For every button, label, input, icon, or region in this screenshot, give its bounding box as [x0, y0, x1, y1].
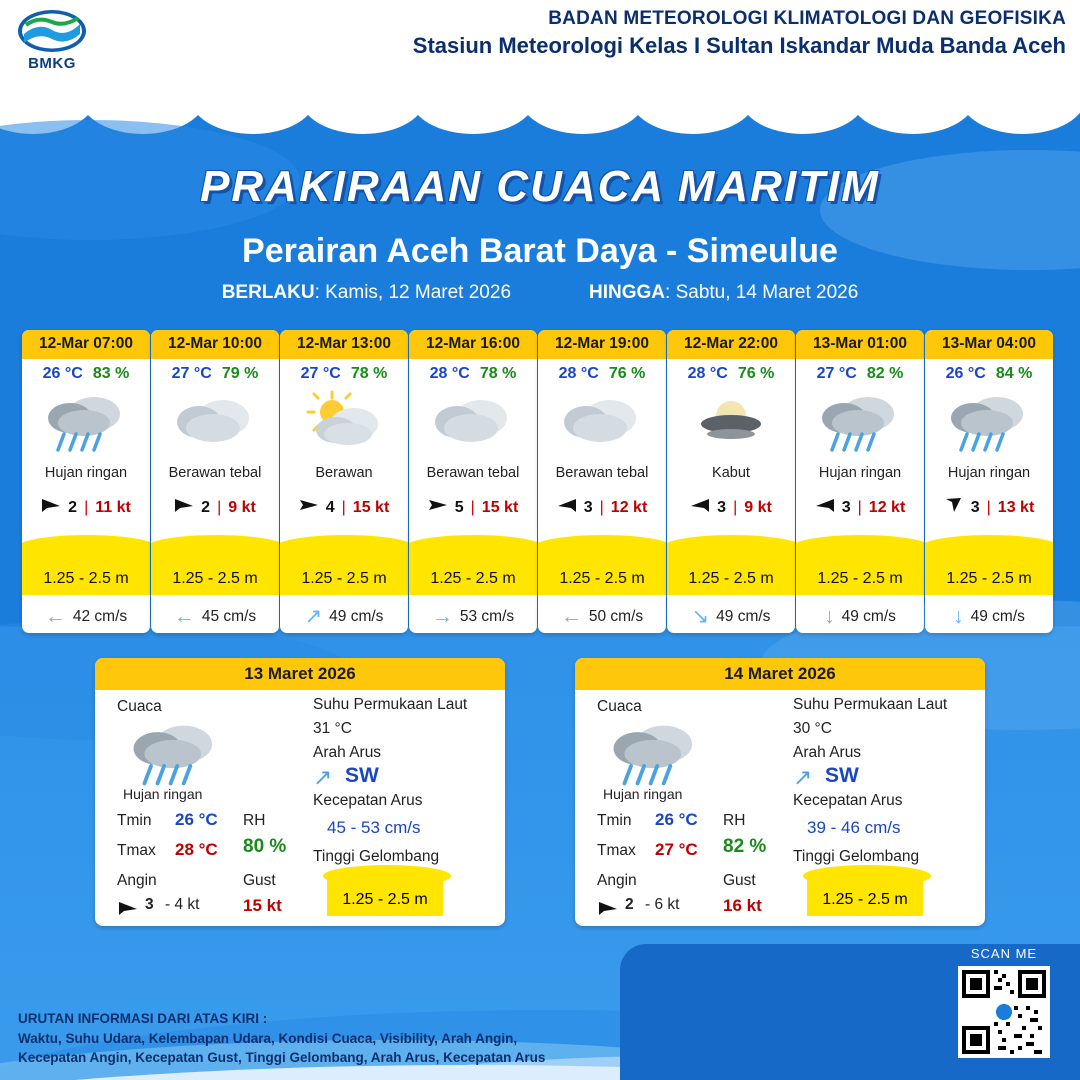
forecast-card[interactable]: [151, 330, 279, 633]
wind-arrow-sw-icon: [944, 497, 964, 518]
tinggi-gelombang-label: Tinggi Gelombang: [313, 848, 440, 865]
tmax-value: 28 °C: [175, 840, 218, 859]
tinggi-gelombang-value: 1.25 - 2.5 m: [822, 891, 908, 908]
wave-height: 1.25 - 2.5 m: [172, 570, 258, 587]
rain-icon: [796, 387, 924, 459]
air-temperature: 28 °C: [558, 365, 599, 382]
cloud-icon: [538, 387, 666, 459]
angin-deg: 3: [145, 896, 154, 913]
arrow-left-icon: ←: [560, 605, 582, 628]
humidity: 84 %: [995, 365, 1033, 382]
legend-note: [18, 1009, 545, 1068]
weather-description: Berawan tebal: [168, 465, 262, 481]
valid-from-label: BERLAKU: [221, 282, 315, 303]
daily-date: 14 Maret 2026: [575, 658, 985, 690]
arah-arus-value: SW: [345, 764, 379, 787]
sst-label: Suhu Permukaan Laut: [313, 696, 468, 713]
forecast-time: 12-Mar 13:00: [280, 330, 408, 359]
wind-direction-value: 2: [201, 498, 211, 516]
wind-speed: 12 kt: [868, 498, 906, 516]
wave-height: 1.25 - 2.5 m: [430, 570, 516, 587]
forecast-time: 12-Mar 22:00: [667, 330, 795, 359]
weather-description: Berawan tebal: [426, 465, 520, 481]
forecast-time: 12-Mar 10:00: [151, 330, 279, 359]
wave-height: 1.25 - 2.5 m: [688, 570, 774, 587]
weather-description: Berawan: [315, 465, 373, 481]
wind-speed: 12 kt: [610, 498, 648, 516]
wind-direction-value: 4: [325, 498, 335, 516]
legend-line-3: Kecepatan Angin, Kecepatan Gust, Tinggi Gelombang, Arah Arus, Kecepatan Arus: [18, 1050, 546, 1066]
daily-forecast-row: [0, 658, 1080, 926]
wind-separator: |: [84, 498, 89, 516]
forecast-card[interactable]: [538, 330, 666, 633]
forecast-card[interactable]: [280, 330, 408, 633]
cuaca-label: Cuaca: [117, 698, 162, 715]
sst-value: 31 °C: [313, 720, 352, 737]
humidity: 78 %: [350, 365, 388, 382]
wind-speed: 9 kt: [228, 498, 256, 516]
wind-direction-value: 3: [970, 498, 980, 516]
forecast-time: 12-Mar 16:00: [409, 330, 537, 359]
wave-band: [925, 537, 1053, 595]
daily-card[interactable]: [95, 658, 505, 926]
tmin-value: 26 °C: [655, 810, 698, 829]
valid-to-value: : Sabtu, 14 Maret 2026: [665, 282, 859, 303]
arrow-down-right-icon: ↘: [691, 605, 710, 628]
weather-description: Hujan ringan: [818, 465, 902, 481]
current-speed: 45 cm/s: [201, 607, 257, 625]
wind-separator: |: [341, 498, 346, 516]
arrow-down-icon: ↓: [824, 605, 835, 628]
forecast-card[interactable]: [409, 330, 537, 633]
tmax-label: Tmax: [597, 842, 636, 859]
wind-arrow-e-icon: [299, 497, 319, 518]
current-speed: 49 cm/s: [329, 607, 384, 625]
angin-label: Angin: [597, 872, 637, 889]
wind-direction-value: 3: [717, 498, 727, 516]
air-temperature: 27 °C: [171, 365, 212, 382]
rain-icon: [129, 718, 221, 795]
forecast-card[interactable]: [925, 330, 1053, 633]
sun-cloud-icon: [280, 387, 408, 459]
kecepatan-arus-label: Kecepatan Arus: [793, 792, 903, 809]
kecepatan-arus-value: 39 - 46 cm/s: [807, 818, 901, 837]
tinggi-gelombang-value: 1.25 - 2.5 m: [342, 891, 428, 908]
current-speed: 50 cm/s: [588, 607, 644, 625]
arah-arus-value: SW: [825, 764, 859, 787]
wave-height: 1.25 - 2.5 m: [559, 570, 645, 587]
sst-label: Suhu Permukaan Laut: [793, 696, 948, 713]
scan-me-label: SCAN ME: [970, 946, 1038, 961]
angin-value: - 6 kt: [645, 896, 680, 913]
valid-from: [222, 282, 511, 304]
current-speed: 49 cm/s: [841, 607, 896, 625]
weather-description: Kabut: [712, 465, 750, 481]
page-subtitle: Perairan Aceh Barat Daya - Simeulue: [242, 232, 838, 270]
current-speed: 53 cm/s: [459, 607, 515, 625]
arrow-left-icon: ←: [44, 605, 66, 628]
wind-arrow-ne-icon: [174, 497, 194, 518]
wave-height: 1.25 - 2.5 m: [817, 570, 903, 587]
gust-label: Gust: [243, 872, 276, 889]
wave-height: 1.25 - 2.5 m: [43, 570, 129, 587]
current-speed: 42 cm/s: [72, 607, 128, 625]
header-line-2: Stasiun Meteorologi Kelas I Sultan Iskandar Muda Banda Aceh: [412, 33, 1066, 58]
bmkg-logo: [16, 8, 88, 72]
air-temperature: 28 °C: [429, 365, 470, 382]
hourly-forecast-row: [22, 330, 1058, 633]
wind-arrow-ne-icon: [597, 900, 619, 921]
wind-speed: 11 kt: [95, 498, 131, 516]
arrow-right-icon: →: [431, 605, 453, 628]
wave-band: [22, 537, 150, 595]
legend-line-1: URUTAN INFORMASI DARI ATAS KIRI :: [18, 1011, 268, 1027]
gust-value: 16 kt: [723, 896, 762, 915]
cloud-icon: [151, 387, 279, 459]
forecast-time: 13-Mar 01:00: [796, 330, 924, 359]
gust-value: 15 kt: [243, 896, 282, 915]
tmax-label: Tmax: [117, 842, 156, 859]
daily-date: 13 Maret 2026: [95, 658, 505, 690]
weather-description: Berawan tebal: [555, 465, 649, 481]
wind-separator: |: [733, 498, 738, 516]
qr-code[interactable]: [958, 966, 1050, 1058]
forecast-card[interactable]: [796, 330, 924, 633]
wave-band: [796, 537, 924, 595]
rain-icon: [609, 718, 701, 795]
forecast-time: 12-Mar 07:00: [22, 330, 150, 359]
forecast-card[interactable]: [22, 330, 150, 633]
wind-separator: |: [857, 498, 862, 516]
tmin-value: 26 °C: [175, 810, 218, 829]
air-temperature: 27 °C: [300, 365, 341, 382]
wind-separator: |: [470, 498, 475, 516]
tinggi-gelombang-label: Tinggi Gelombang: [793, 848, 920, 865]
qr-code-icon: [962, 970, 1046, 1054]
scan-block[interactable]: [958, 946, 1050, 1058]
wind-separator: |: [986, 498, 991, 516]
page-title: PRAKIRAAN CUACA MARITIM: [200, 162, 880, 211]
wind-direction-value: 3: [841, 498, 851, 516]
cloud-scallop-row: [0, 60, 1080, 130]
wave-band: [409, 537, 537, 595]
wave-band: [151, 537, 279, 595]
daily-card[interactable]: [575, 658, 985, 926]
weather-description: Hujan ringan: [947, 465, 1031, 481]
arrow-up-right-icon: ↗: [304, 605, 323, 628]
cuaca-label: Cuaca: [597, 698, 642, 715]
wind-arrow-ne-icon: [117, 900, 139, 921]
tmax-value: 27 °C: [655, 840, 698, 859]
wave-height: 1.25 - 2.5 m: [946, 570, 1032, 587]
rain-icon: [925, 387, 1053, 459]
arrow-up-right-icon: ↗: [793, 764, 813, 790]
tmin-label: Tmin: [597, 812, 632, 829]
wind-direction-value: 2: [68, 498, 78, 516]
wind-arrow-nw-icon: [690, 497, 710, 518]
weather-description: Hujan ringan: [44, 465, 128, 481]
fog-icon: [667, 387, 795, 459]
angin-value: - 4 kt: [165, 896, 200, 913]
current-speed: 49 cm/s: [716, 607, 771, 625]
legend-line-2: Waktu, Suhu Udara, Kelembapan Udara, Kondisi Cuaca, Visibility, Arah Angin,: [18, 1030, 518, 1046]
header-line-1: BADAN METEOROLOGI KLIMATOLOGI DAN GEOFISIKA: [548, 8, 1066, 29]
air-temperature: 26 °C: [945, 365, 986, 382]
humidity: 76 %: [608, 365, 646, 382]
wind-speed: 9 kt: [744, 498, 772, 516]
daily-weather-description: Hujan ringan: [603, 786, 683, 802]
valid-from-value: : Kamis, 12 Maret 2026: [314, 282, 512, 303]
wind-speed: 15 kt: [352, 498, 390, 516]
humidity: 76 %: [737, 365, 775, 382]
rh-label: RH: [243, 812, 266, 829]
sst-value: 30 °C: [793, 720, 832, 737]
wave-band: [667, 537, 795, 595]
wind-arrow-nw-icon: [557, 497, 577, 518]
air-temperature: 28 °C: [687, 365, 728, 382]
gust-label: Gust: [723, 872, 756, 889]
wind-separator: |: [599, 498, 604, 516]
header-institution: [413, 8, 1066, 59]
kecepatan-arus-label: Kecepatan Arus: [313, 792, 423, 809]
air-temperature: 26 °C: [42, 365, 83, 382]
humidity: 83 %: [92, 365, 130, 382]
wind-separator: |: [217, 498, 222, 516]
arah-arus-label: Arah Arus: [793, 744, 862, 761]
wind-arrow-nw-icon: [815, 497, 835, 518]
daily-weather-description: Hujan ringan: [123, 786, 203, 802]
wind-speed: 13 kt: [997, 498, 1035, 516]
arrow-down-icon: ↓: [953, 605, 964, 628]
wave-height: 1.25 - 2.5 m: [301, 570, 387, 587]
wave-band: [807, 876, 923, 916]
bmkg-logo-icon: [16, 8, 88, 54]
arrow-left-icon: ←: [173, 605, 195, 628]
rh-value: 82 %: [723, 836, 767, 857]
arah-arus-label: Arah Arus: [313, 744, 382, 761]
wave-band: [327, 876, 443, 916]
wind-arrow-ne-icon: [41, 497, 61, 518]
wind-direction-value: 5: [454, 498, 464, 516]
humidity: 79 %: [221, 365, 259, 382]
tmin-label: Tmin: [117, 812, 152, 829]
forecast-time: 13-Mar 04:00: [925, 330, 1053, 359]
humidity: 82 %: [866, 365, 904, 382]
wind-direction-value: 3: [583, 498, 593, 516]
rh-label: RH: [723, 812, 746, 829]
validity-row: [0, 282, 1080, 304]
humidity: 78 %: [479, 365, 517, 382]
rh-value: 80 %: [243, 836, 287, 857]
air-temperature: 27 °C: [816, 365, 857, 382]
bmkg-logo-label: BMKG: [28, 55, 76, 72]
wave-band: [280, 537, 408, 595]
wave-band: [538, 537, 666, 595]
forecast-time: 12-Mar 19:00: [538, 330, 666, 359]
wind-arrow-e-icon: [428, 497, 448, 518]
rain-icon: [22, 387, 150, 459]
current-speed: 49 cm/s: [970, 607, 1025, 625]
kecepatan-arus-value: 45 - 53 cm/s: [327, 818, 421, 837]
wind-speed: 15 kt: [481, 498, 519, 516]
valid-to: [589, 282, 858, 304]
forecast-card[interactable]: [667, 330, 795, 633]
arrow-up-right-icon: ↗: [313, 764, 333, 790]
cloud-icon: [409, 387, 537, 459]
angin-label: Angin: [117, 872, 157, 889]
angin-deg: 2: [625, 896, 634, 913]
valid-to-label: HINGGA: [589, 282, 666, 303]
